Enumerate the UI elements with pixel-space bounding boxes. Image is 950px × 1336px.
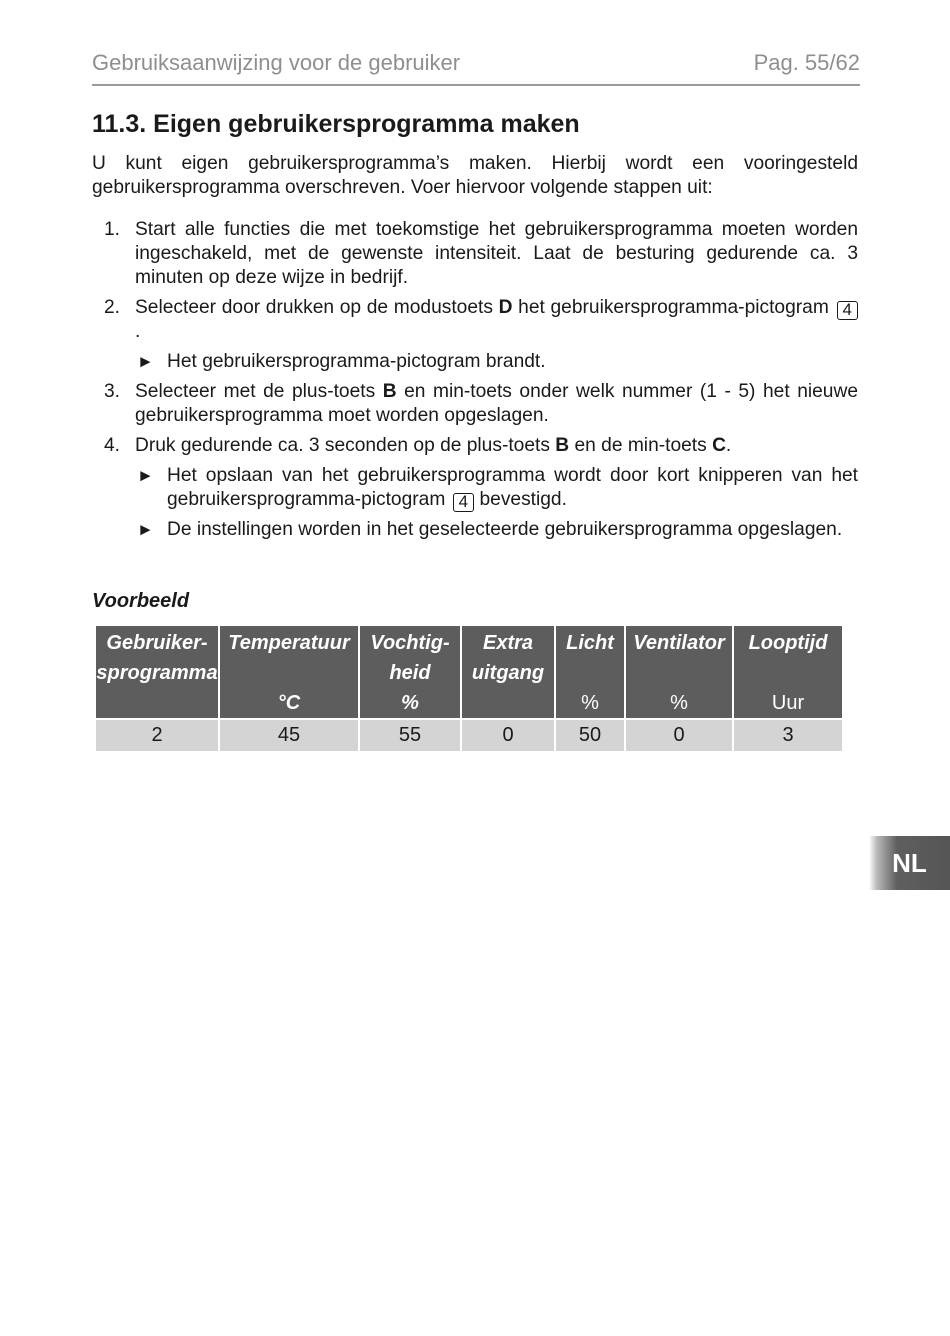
- col-header-extra-output: Extra uitgang: [461, 625, 555, 719]
- example-title: Voorbeeld: [92, 590, 190, 612]
- step-4: 4. Druk gedurende ca. 3 seconden op de plus-toets B en de min-toets C.: [104, 435, 732, 456]
- col-header-fan: Ventilator %: [625, 625, 733, 719]
- intro-paragraph: U kunt eigen gebruikersprogramma’s maken. Hierbij wordt een vooringesteld gebruikersprogramma overschreven. Voer hiervoor volgende stappen uit:: [92, 153, 858, 198]
- table-cell: 0: [625, 719, 733, 752]
- col-header-light: Licht %: [555, 625, 625, 719]
- col-header-temperature: Temperatuur °C: [219, 625, 359, 719]
- user-program-pictogram-icon: 4: [837, 301, 858, 320]
- key-d: D: [498, 297, 513, 318]
- section-title: 11.3. Eigen gebruikersprogramma maken: [92, 110, 580, 138]
- page-number: Pag. 55/62: [753, 50, 860, 75]
- table-cell: 45: [219, 719, 359, 752]
- key-b: B: [555, 435, 570, 456]
- example-table: [94, 624, 844, 753]
- page-header: [92, 50, 860, 86]
- step-4-result-1: ► Het opslaan van het gebruikersprogramma wordt door kort knipperen van het gebruikersprogramma-pictogram 4 bevestigd.: [137, 465, 858, 511]
- result-arrow-icon: ►: [137, 352, 154, 371]
- table-row: [95, 719, 843, 752]
- col-header-runtime: Looptijd Uur: [733, 625, 843, 719]
- table-header-row: [95, 625, 843, 719]
- table-cell: 0: [461, 719, 555, 752]
- step-3: 3. Selecteer met de plus-toets B en min-toets onder welk nummer (1 - 5) het nieuwe gebruikersprogramma moet worden opgeslagen.: [104, 381, 858, 426]
- step-2-result: ► Het gebruikersprogramma-pictogram brandt.: [137, 351, 546, 372]
- table-cell: 2: [95, 719, 219, 752]
- user-program-pictogram-icon: 4: [453, 493, 474, 512]
- col-header-program: Gebruikersprogramma: [95, 625, 219, 719]
- step-1: 1. Start alle functies die met toekomstige het gebruikersprogramma moeten worden ingeschakeld, met de gewenste intensiteit. Laat de besturing gedurende ca. 3 minuten op deze wijze in bedrijf.: [104, 219, 858, 288]
- steps-list: [92, 218, 858, 548]
- header-title: Gebruiksaanwijzing voor de gebruiker: [92, 50, 461, 75]
- key-b: B: [382, 381, 397, 402]
- step-2: 2. Selecteer door drukken op de modustoets D het gebruikersprogramma-pictogram 4.: [92, 296, 858, 344]
- result-arrow-icon: ►: [137, 466, 154, 485]
- table-cell: 3: [733, 719, 843, 752]
- table-cell: 55: [359, 719, 461, 752]
- result-arrow-icon: ►: [137, 520, 154, 539]
- step-4-result-2: ► De instellingen worden in het geselecteerde gebruikersprogramma opgeslagen.: [137, 519, 843, 540]
- col-header-humidity: Vochtigheid %: [359, 625, 461, 719]
- language-tab-nl: NL: [869, 836, 950, 890]
- key-c: C: [712, 435, 726, 456]
- table-cell: 50: [555, 719, 625, 752]
